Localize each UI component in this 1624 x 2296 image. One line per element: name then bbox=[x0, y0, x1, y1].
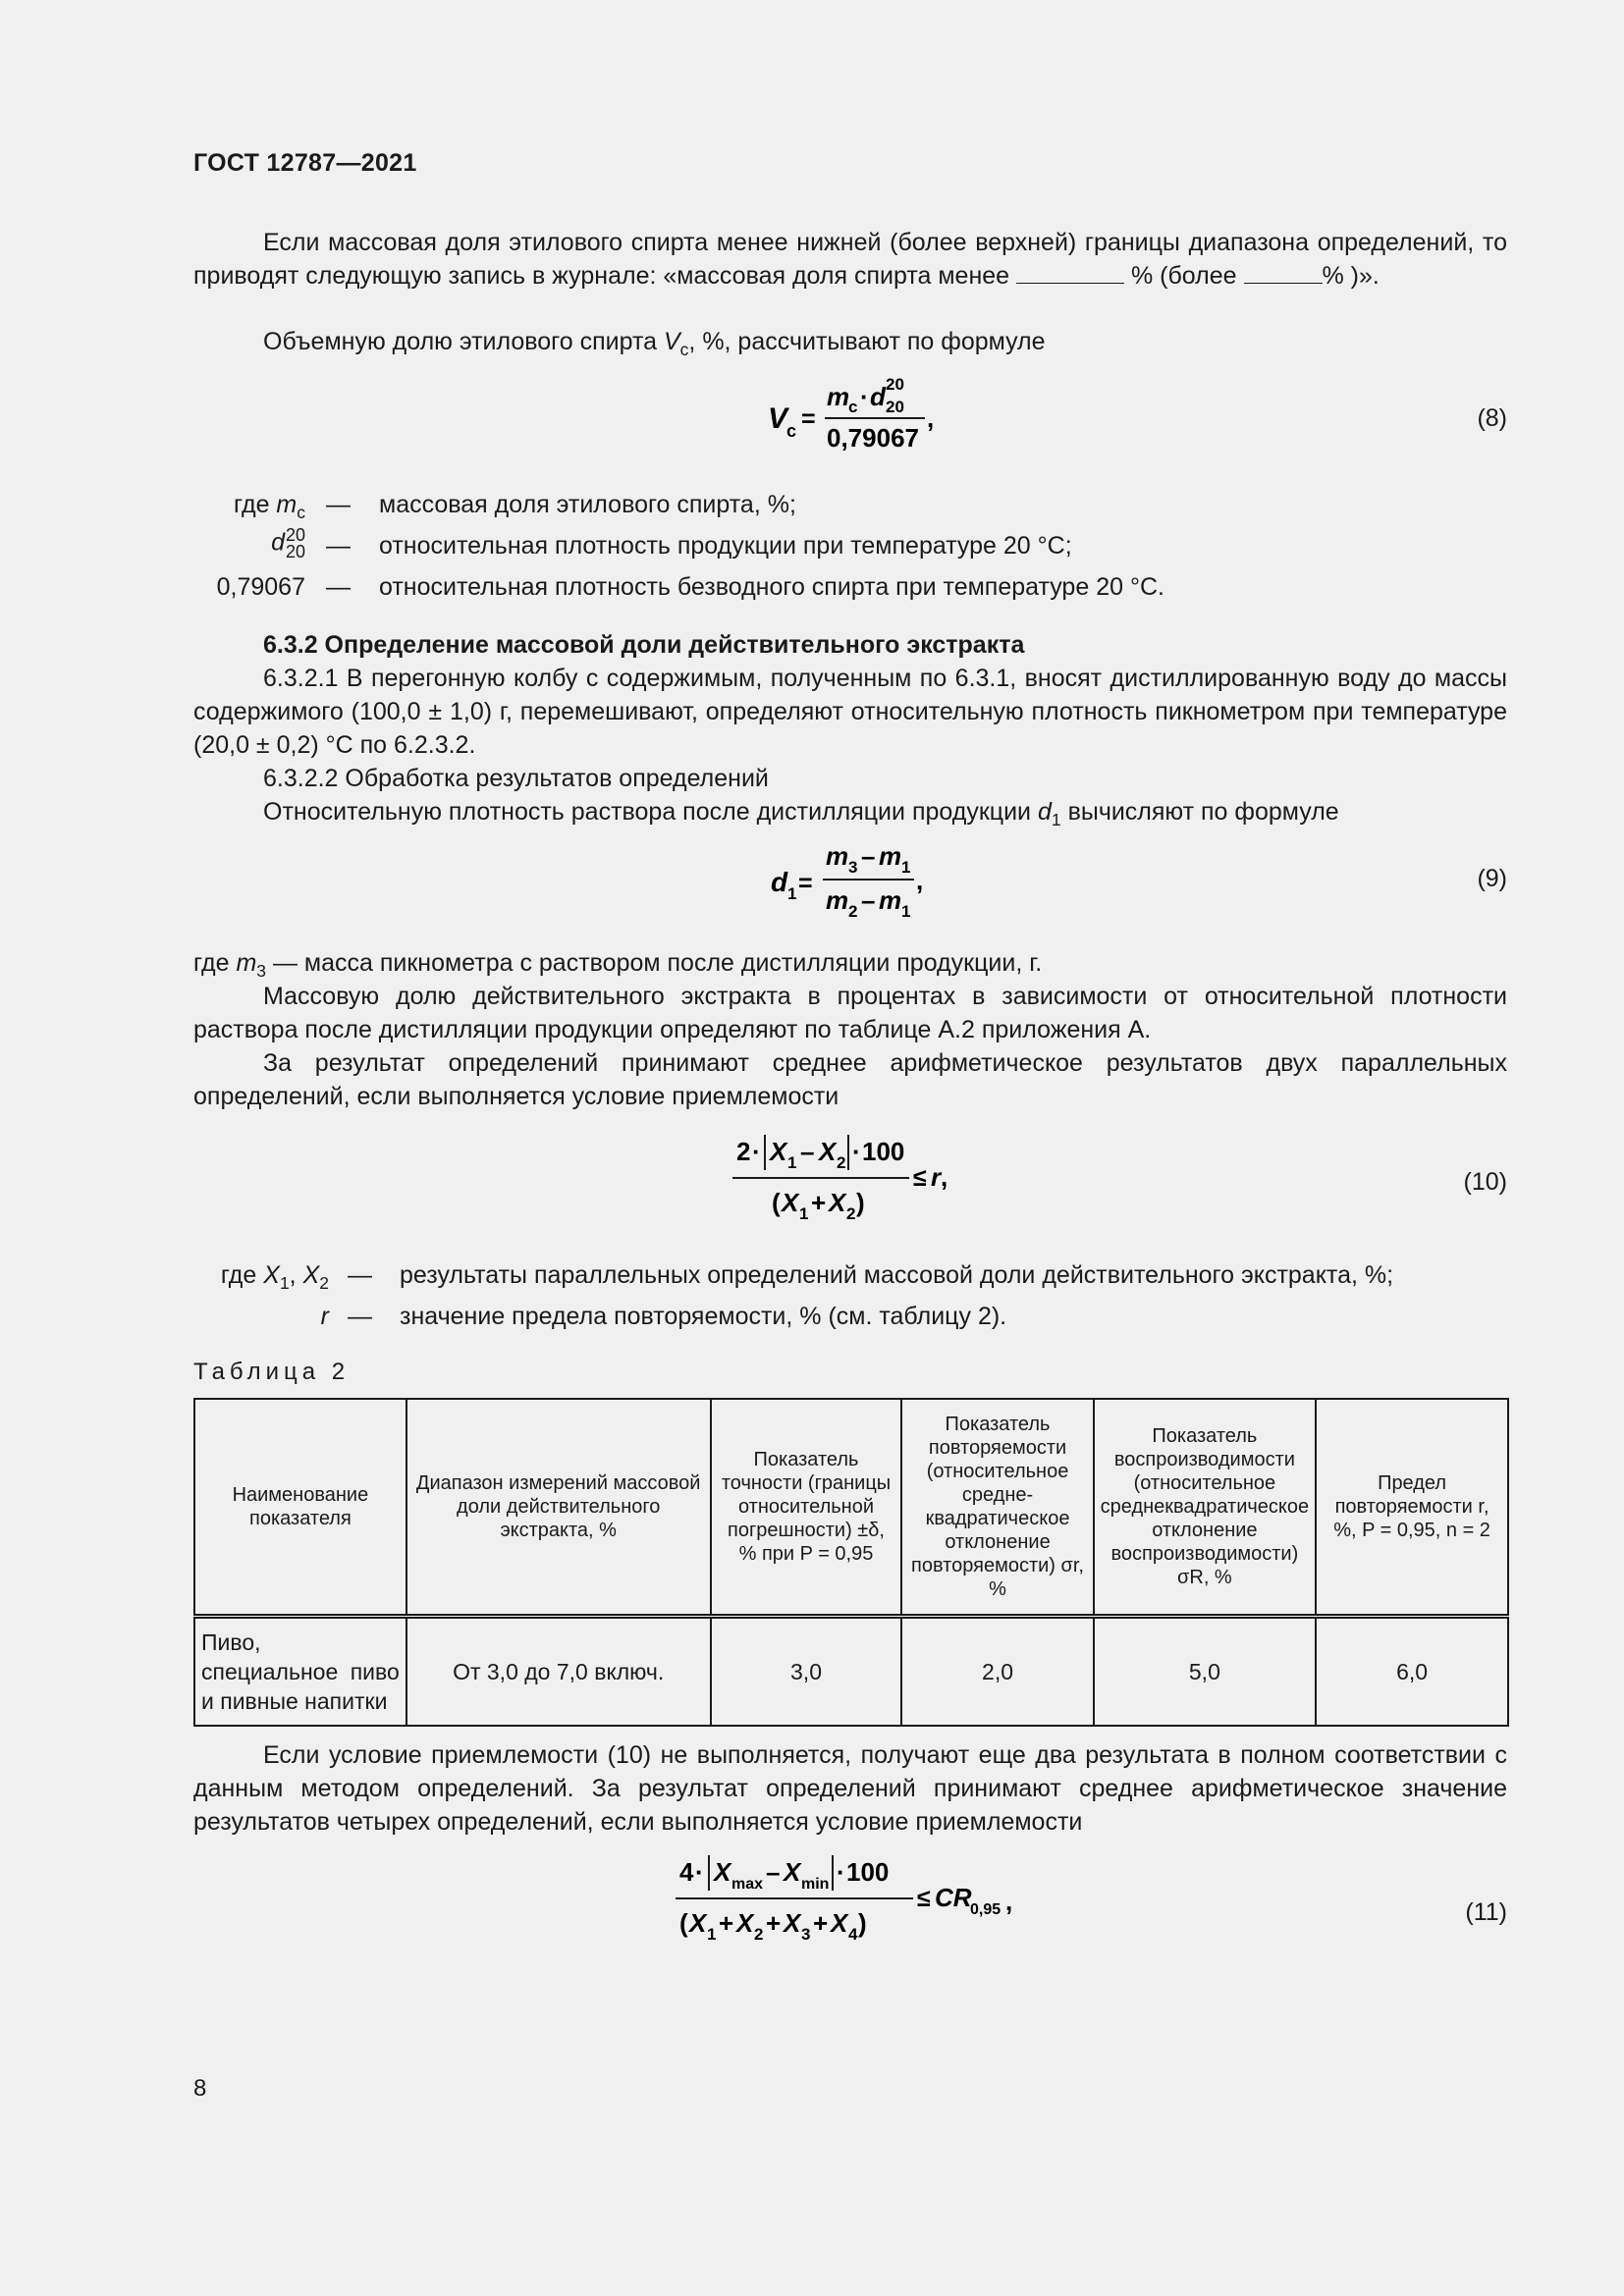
svg-text:=: = bbox=[798, 870, 813, 897]
svg-text:+: + bbox=[766, 1908, 782, 1938]
svg-text:·: · bbox=[695, 1857, 704, 1887]
legend-desc-constant: относительная плотность безводного спирта при температуре 20 °С. bbox=[379, 573, 1164, 601]
svg-text:3: 3 bbox=[801, 1925, 811, 1944]
legend-desc-mc: массовая доля этилового спирта, %; bbox=[379, 491, 796, 518]
svg-text:X: X bbox=[770, 1137, 787, 1166]
svg-text:m: m bbox=[826, 885, 849, 915]
legend-desc-x1x2: результаты параллельных определений массовой доли действительного экстракта, %; bbox=[400, 1261, 1394, 1289]
paragraph-result: За результат определений принимают среднее арифметическое результатов двух параллельных определений, если выполняется условие приемлемости bbox=[193, 1049, 1507, 1110]
equation-number-10: (10) bbox=[1463, 1168, 1507, 1196]
legend-symbol-constant: 0,79067 bbox=[216, 573, 305, 601]
svg-text:+: + bbox=[811, 1188, 827, 1217]
svg-text:1: 1 bbox=[787, 884, 797, 903]
svg-text:X: X bbox=[784, 1908, 801, 1938]
svg-text:2: 2 bbox=[837, 1153, 846, 1172]
svg-text:,: , bbox=[916, 866, 924, 895]
svg-text:X: X bbox=[736, 1908, 754, 1938]
svg-text:·: · bbox=[860, 382, 869, 411]
svg-text:X: X bbox=[831, 1908, 848, 1938]
formula-9 bbox=[761, 832, 947, 931]
svg-text:,: , bbox=[1005, 1887, 1013, 1916]
svg-text:,: , bbox=[941, 1162, 948, 1192]
svg-text:(: ( bbox=[772, 1188, 781, 1217]
table-header-cell: Диапазон измерений массовой доли действительного экстракта, % bbox=[406, 1399, 711, 1617]
legend-desc-r: значение предела повторяемости, % (см. таблицу 2). bbox=[400, 1303, 1007, 1330]
svg-text:–: – bbox=[861, 841, 876, 871]
svg-text:V: V bbox=[768, 402, 788, 435]
svg-text:,: , bbox=[927, 403, 935, 433]
svg-text:2: 2 bbox=[846, 1204, 856, 1223]
svg-text:20: 20 bbox=[886, 375, 904, 394]
svg-text:3: 3 bbox=[848, 858, 858, 877]
svg-text:·: · bbox=[837, 1857, 845, 1887]
svg-text:X: X bbox=[782, 1188, 799, 1217]
svg-text:2: 2 bbox=[848, 902, 858, 921]
svg-text:2: 2 bbox=[754, 1925, 764, 1944]
blank-line bbox=[1244, 261, 1323, 284]
paragraph-volume-fraction: Объемную долю этилового спирта $V_с$, %, рассчитывают по формуле bbox=[263, 328, 1046, 359]
svg-text:0,95: 0,95 bbox=[970, 1901, 1001, 1918]
table-header-cell: Показатель точности (границы относительной погрешности) ±δ, % при P = 0,95 bbox=[711, 1399, 902, 1617]
legend-symbol-mc: где $m_с$ bbox=[233, 491, 305, 522]
svg-text:X: X bbox=[689, 1908, 707, 1938]
svg-text:+: + bbox=[813, 1908, 829, 1938]
legend-symbol-d2020: d20 20 bbox=[271, 525, 305, 561]
table-header-cell: Показатель повторяемости (относительное средне-квадратическое отклонение повторяемости) σr, % bbox=[901, 1399, 1093, 1617]
table-cell: 3,0 bbox=[711, 1617, 902, 1727]
svg-text:d: d bbox=[771, 867, 788, 897]
paragraph-after-table: Если условие приемлемости (10) не выполняется, получают еще два результата в полном соответствии с данным методом определений. За результат определений принимают среднее арифметическое значение результатов четырех определений, если выполняется условие приемлемости bbox=[193, 1741, 1507, 1836]
paragraph-6-3-2-2: 6.3.2.2 Обработка результатов определений bbox=[263, 765, 769, 792]
svg-text:X: X bbox=[784, 1857, 801, 1887]
table-header-cell: Наименование показателя bbox=[194, 1399, 406, 1617]
svg-text:m: m bbox=[826, 841, 849, 871]
legend-dash: — bbox=[326, 491, 351, 518]
table-cell: 6,0 bbox=[1316, 1617, 1508, 1727]
svg-text:X: X bbox=[819, 1137, 837, 1166]
svg-text:4: 4 bbox=[848, 1925, 858, 1944]
page-number: 8 bbox=[193, 2075, 207, 2102]
svg-text:1: 1 bbox=[707, 1925, 717, 1944]
svg-text:100: 100 bbox=[846, 1857, 890, 1887]
equation-number-8: (8) bbox=[1477, 404, 1507, 432]
svg-text:–: – bbox=[861, 885, 876, 915]
formula-11 bbox=[668, 1845, 1060, 1953]
svg-text:m: m bbox=[879, 841, 902, 871]
svg-text:≤: ≤ bbox=[913, 1164, 927, 1192]
svg-text:1: 1 bbox=[787, 1153, 797, 1172]
legend-desc-d2020: относительная плотность продукции при температуре 20 °С; bbox=[379, 532, 1072, 560]
formula-10 bbox=[725, 1127, 980, 1235]
svg-text:·: · bbox=[852, 1137, 861, 1166]
table-2 bbox=[193, 1398, 1509, 1727]
svg-text:4: 4 bbox=[679, 1857, 694, 1887]
svg-text:CR: CR bbox=[935, 1883, 972, 1912]
svg-text:с: с bbox=[848, 398, 858, 416]
legend-dash: — bbox=[326, 573, 351, 601]
table-row bbox=[194, 1617, 1508, 1727]
table-header-row bbox=[194, 1399, 1508, 1617]
formula-8 bbox=[756, 368, 952, 456]
svg-text:1: 1 bbox=[799, 1204, 809, 1223]
svg-text:): ) bbox=[856, 1188, 865, 1217]
svg-text:X: X bbox=[714, 1857, 731, 1887]
svg-text:d: d bbox=[870, 382, 886, 411]
svg-text:100: 100 bbox=[862, 1137, 905, 1166]
svg-text:=: = bbox=[801, 405, 816, 433]
svg-text:+: + bbox=[719, 1908, 734, 1938]
svg-text:с: с bbox=[786, 421, 797, 441]
svg-text:20: 20 bbox=[886, 398, 904, 416]
svg-text:min: min bbox=[801, 1876, 830, 1893]
legend-symbol-r: r bbox=[320, 1303, 329, 1330]
legend-dash: — bbox=[348, 1261, 372, 1289]
paragraph-relative-density: Относительную плотность раствора после дистилляции продукции $d_1$ вычисляют по формуле bbox=[263, 798, 1339, 829]
paragraph-journal-entry: Если массовая доля этилового спирта менее нижней (более верхней) границы диапазона определений, то приводят следующую запись в журнале: «массовая доля спирта менее % (более % )». bbox=[193, 229, 1507, 290]
svg-text:2: 2 bbox=[736, 1137, 751, 1166]
svg-text:–: – bbox=[800, 1137, 815, 1166]
blank-line bbox=[1016, 261, 1124, 284]
table-header-cell: Показатель воспроизводимости (относительное среднеквадратическое отклонение воспроизводимости) σR, % bbox=[1094, 1399, 1316, 1617]
svg-text:): ) bbox=[858, 1908, 867, 1938]
svg-text:max: max bbox=[731, 1876, 764, 1893]
table-header-cell: Предел повторяемости r, %, P = 0,95, n = 2 bbox=[1316, 1399, 1508, 1617]
svg-text:1: 1 bbox=[901, 858, 911, 877]
svg-text:1: 1 bbox=[901, 902, 911, 921]
equation-number-9: (9) bbox=[1477, 865, 1507, 892]
svg-text:X: X bbox=[829, 1188, 846, 1217]
table-cell: От 3,0 до 7,0 включ. bbox=[406, 1617, 711, 1727]
svg-text:r: r bbox=[931, 1162, 942, 1192]
svg-text:–: – bbox=[766, 1857, 781, 1887]
legend-symbol-x1x2: где $X_1$, $X_2$ bbox=[220, 1261, 329, 1293]
svg-text:·: · bbox=[752, 1137, 761, 1166]
table-cell: Пиво, специальное пиво и пивные напитки bbox=[194, 1617, 406, 1727]
equation-number-11: (11) bbox=[1465, 1898, 1507, 1926]
svg-text:0,79067: 0,79067 bbox=[827, 423, 919, 453]
table-cell: 5,0 bbox=[1094, 1617, 1316, 1727]
svg-text:m: m bbox=[879, 885, 902, 915]
legend-dash: — bbox=[348, 1303, 372, 1330]
section-title-6-3-2: 6.3.2 Определение массовой доли действительного экстракта bbox=[263, 631, 1025, 659]
legend-dash: — bbox=[326, 532, 351, 560]
document-header: ГОСТ 12787—2021 bbox=[193, 149, 417, 177]
legend-m3: где $m_3$ — масса пикнометра с раствором после дистилляции продукции, г. bbox=[193, 949, 1043, 981]
table-caption: Таблица 2 bbox=[193, 1359, 351, 1385]
svg-text:(: ( bbox=[679, 1908, 688, 1938]
svg-text:≤: ≤ bbox=[917, 1885, 931, 1912]
paragraph-mass-fraction: Массовую долю действительного экстракта в процентах в зависимости от относительной плотности раствора после дистилляции продукции определяют по таблице А.2 приложения А. bbox=[193, 983, 1507, 1043]
svg-text:m: m bbox=[827, 382, 850, 411]
table-cell: 2,0 bbox=[901, 1617, 1093, 1727]
paragraph-6-3-2-1: 6.3.2.1 В перегонную колбу с содержимым, полученным по 6.3.1, вносят дистиллированную воду до массы содержимого (100,0 ± 1,0) г, перемешивают, определяют относительную плотность пикнометром при температуре (20,0 ± 0,2) °С по 6.2.3.2. bbox=[193, 665, 1507, 759]
